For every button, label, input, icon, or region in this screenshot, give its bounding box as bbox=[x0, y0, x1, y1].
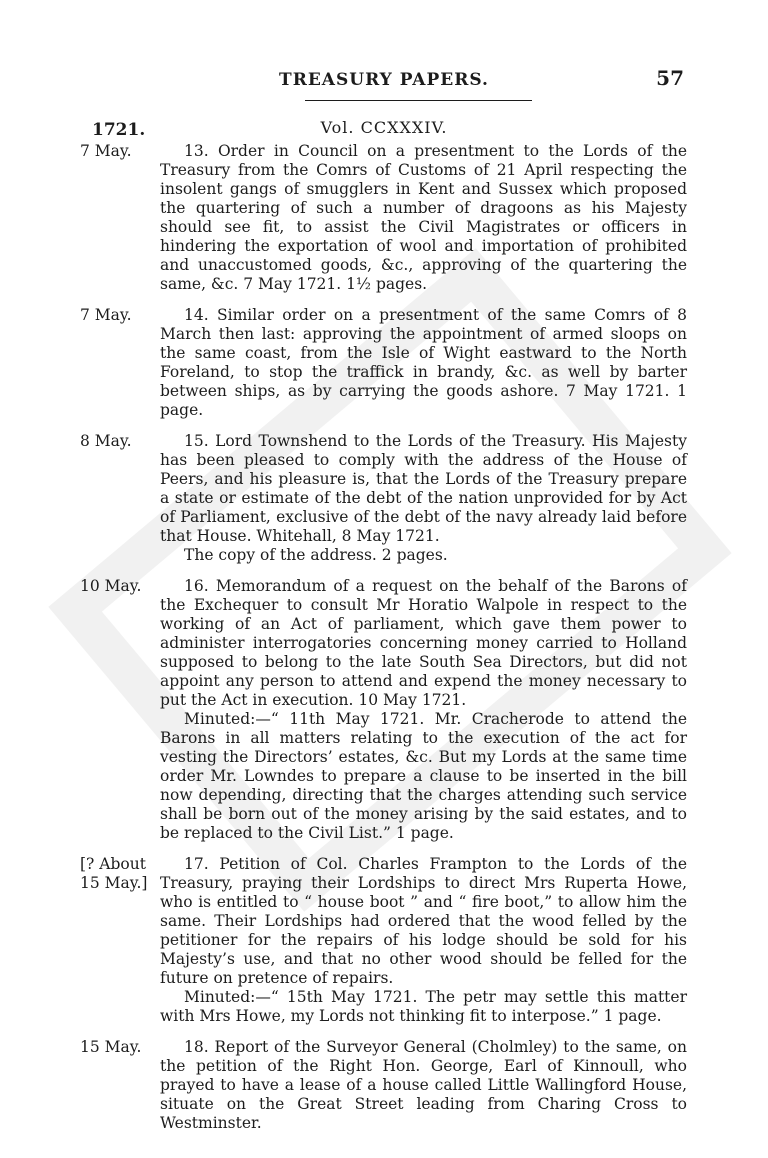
entry bbox=[0, 855, 768, 1026]
year-heading: 1721. bbox=[92, 120, 146, 140]
entry-body bbox=[160, 577, 687, 843]
entry-body bbox=[160, 1038, 687, 1133]
entry-body bbox=[160, 855, 687, 1026]
entry-body bbox=[160, 142, 687, 294]
entry-note: Minuted:—“ 11th May 1721. Mr. Cracherode to attend the Barons in all matters relating to the execution of the act for vesting the Directors’ estates, &c. But my Lords at the same time order Mr. Lowndes to prepare a clause to be inserted in the bill now depending, directing that the charges attending such service shall be born out of the money arising by the said estates, and to be replaced to the Civil List.” 1 page. bbox=[160, 710, 687, 842]
entry-date: 15 May. bbox=[80, 1038, 142, 1056]
entry-date: [? About 15 May.] bbox=[80, 855, 148, 892]
entry-text: 13. Order in Council on a presentment to the Lords of the Treasury from the Comrs of Customs of 21 April respecting the insolent gangs of smugglers in Kent and Sussex which proposed the quartering of such a number of dragoons as his Majesty should see fit, to assist the Civil Magistrates or officers in hindering the exportation of wool and importation of prohibited and unaccustomed goods, &c., approving of the quartering the same, &c. 7 May 1721. 1½ pages. bbox=[160, 142, 687, 293]
entry bbox=[0, 306, 768, 420]
entry-date: 8 May. bbox=[80, 432, 132, 450]
entry-note: Minuted:—“ 15th May 1721. The petr may settle this matter with Mrs Howe, my Lords not thinking fit to interpose.” 1 page. bbox=[160, 988, 687, 1025]
entry-text: 14. Similar order on a presentment of the same Comrs of 8 March then last: approving the appointment of armed sloops on the same coast, from the Isle of Wight eastward to the North Foreland, to stop the traffick in brandy, &c. as well by barter between ships, as by carrying the goods ashore. 7 May 1721. 1 page. bbox=[160, 306, 687, 419]
header-rule bbox=[305, 100, 532, 101]
running-head bbox=[0, 64, 768, 94]
entries-list bbox=[0, 142, 768, 1145]
running-title: TREASURY PAPERS. bbox=[279, 70, 489, 90]
volume-heading: Vol. CCXXXIV. bbox=[320, 118, 448, 137]
entry-date: 10 May. bbox=[80, 577, 142, 595]
entry-text: 18. Report of the Surveyor General (Cholmley) to the same, on the petition of the Right Hon. George, Earl of Kinnoull, who prayed to have a lease of a house called Little Wallingford House, situate on the Great Street leading from Charing Cross to Westminster. bbox=[160, 1038, 687, 1132]
entry-body bbox=[160, 306, 687, 420]
entry bbox=[0, 577, 768, 843]
entry-text: 16. Memorandum of a request on the behalf of the Barons of the Exchequer to consult Mr Horatio Walpole in respect to the working of an Act of parliament, which gave them power to administer interrogatories concerning money carried to Holland supposed to belong to the late South Sea Directors, but did not appoint any person to attend and expend the money necessary to put the Act in execution. 10 May 1721. bbox=[160, 577, 687, 709]
entry-date: 7 May. bbox=[80, 142, 132, 160]
entry-date: 7 May. bbox=[80, 306, 132, 324]
entry bbox=[0, 432, 768, 565]
entry-text: 17. Petition of Col. Charles Frampton to the Lords of the Treasury, praying their Lordships to direct Mrs Ruperta Howe, who is entitled to “ house boot ” and “ fire boot,” to allow him the same. Their Lordships had ordered that the wood felled by the petitioner for the repairs of his lodge should be sold for his Majesty’s use, and that no other wood should be felled for the future on pretence of repairs. bbox=[160, 855, 687, 987]
entry bbox=[0, 142, 768, 294]
entry-body bbox=[160, 432, 687, 565]
entry-text: 15. Lord Townshend to the Lords of the Treasury. His Majesty has been pleased to comply with the address of the House of Peers, and his pleasure is, that the Lords of the Treasury prepare a state or estimate of the debt of the nation unprovided for by Act of Parliament, exclusive of the debt of the navy already laid before that House. Whitehall, 8 May 1721. bbox=[160, 432, 687, 545]
entry bbox=[0, 1038, 768, 1133]
entry-note: The copy of the address. 2 pages. bbox=[184, 546, 448, 564]
page-number: 57 bbox=[656, 66, 684, 90]
